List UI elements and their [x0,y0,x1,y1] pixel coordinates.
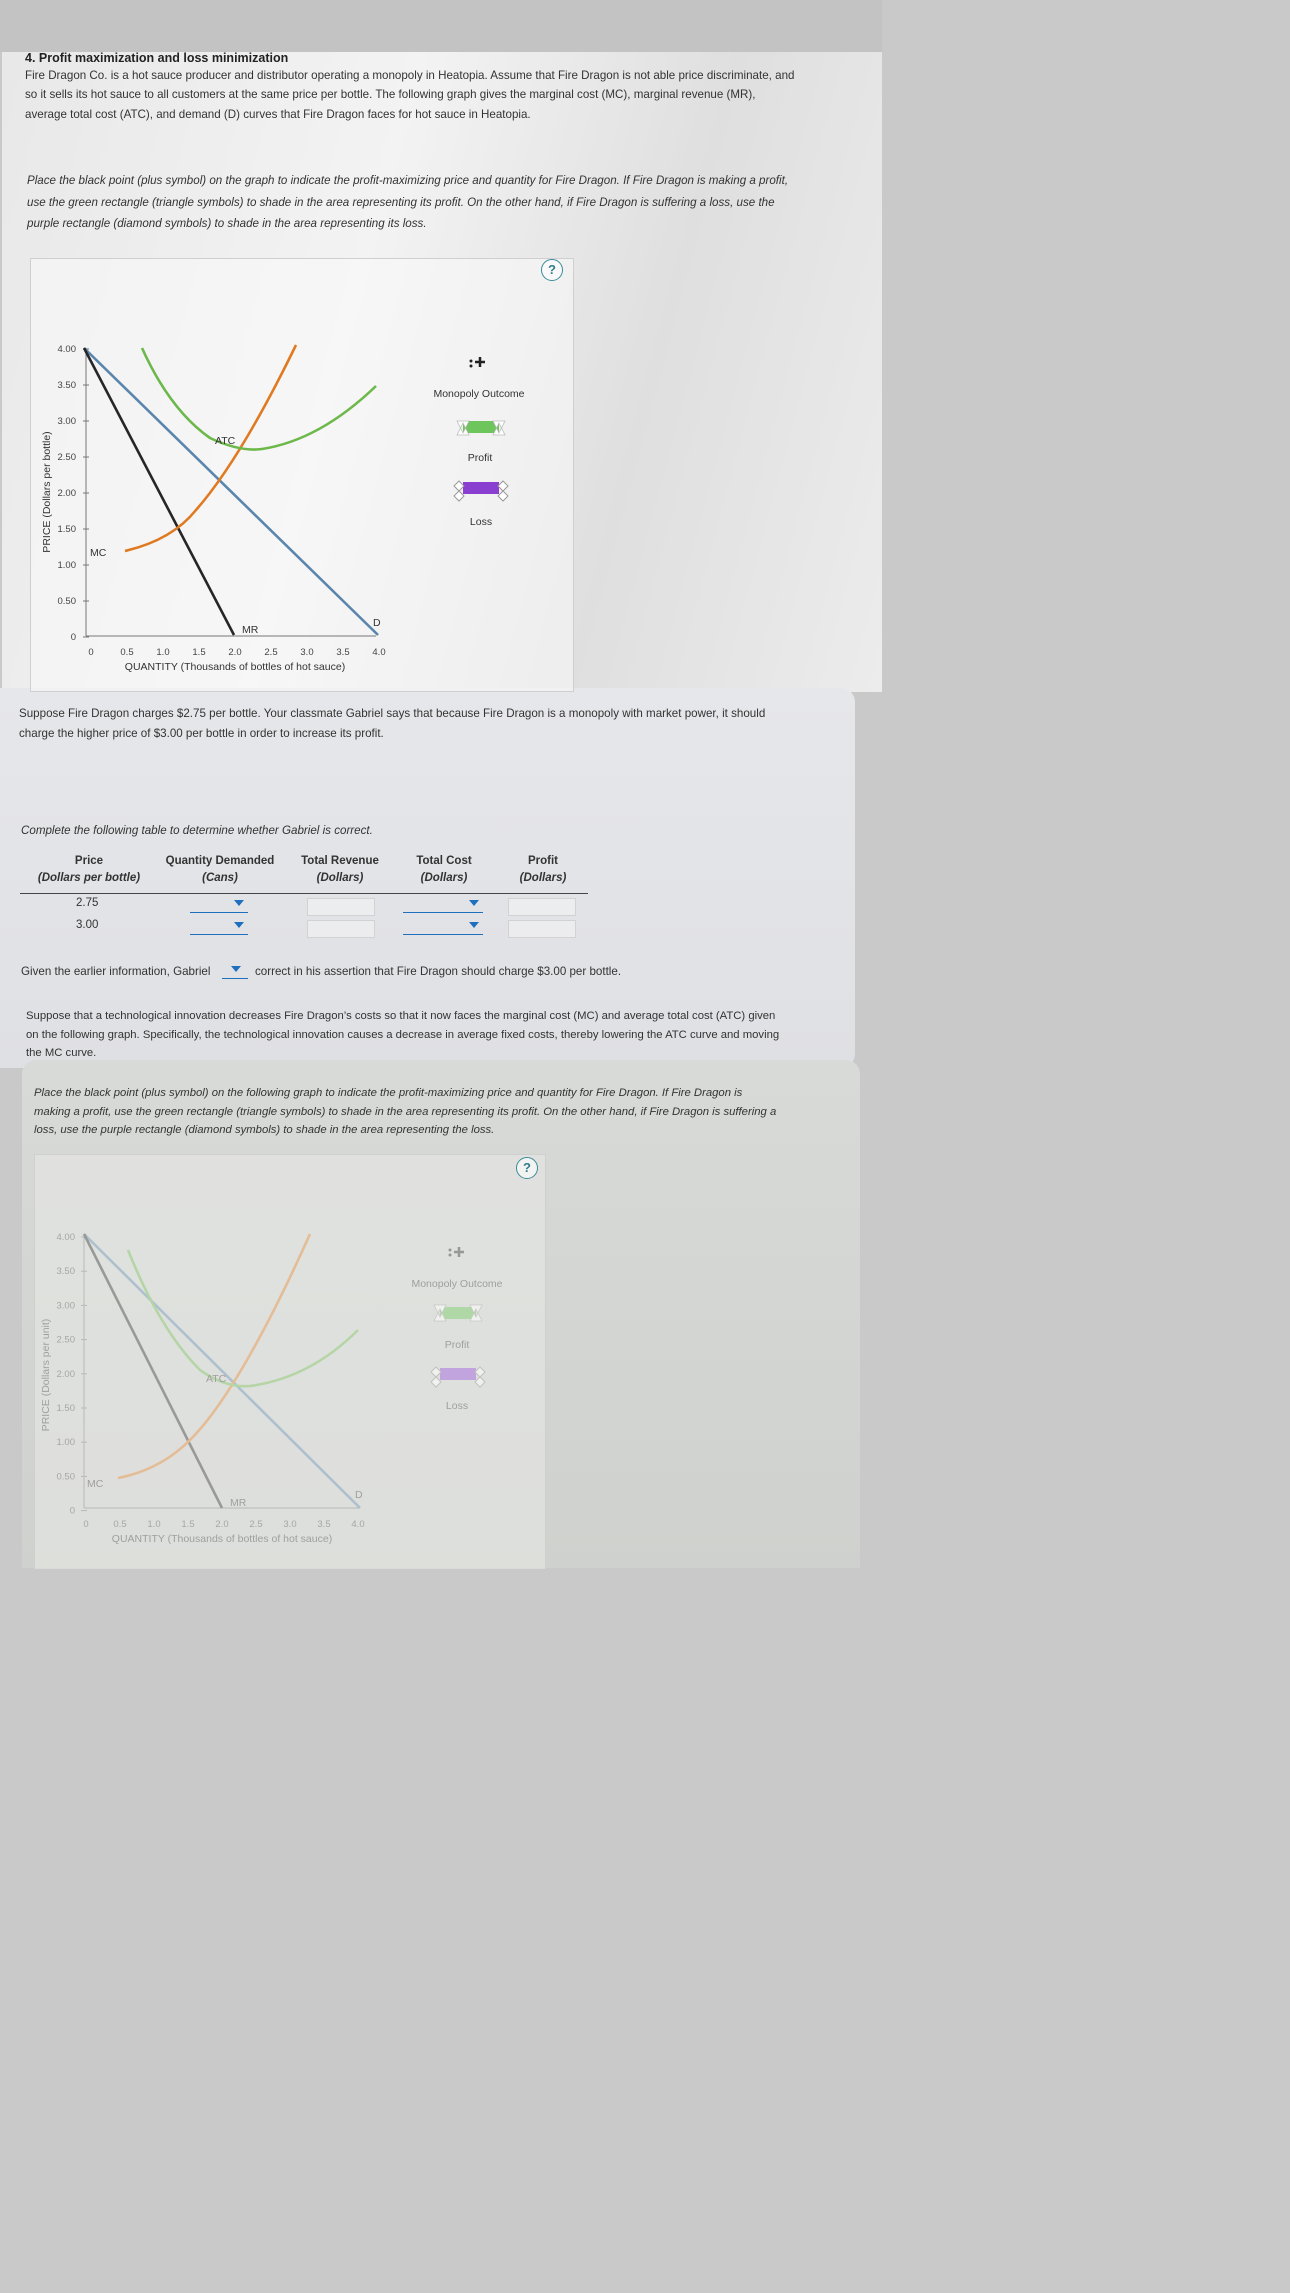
header-profit: Profit (Dollars) [519,855,567,884]
profit-label: Profit [467,452,493,464]
quantity-dropdown[interactable] [190,898,248,913]
y-tick-label: 2.00 [57,488,76,499]
gabriel-sentence-start: Given the earlier information, Gabriel [21,965,211,978]
innovation-text: Suppose that a technological innovation decreases Fire Dragon’s costs so that it now faces the marginal cost (MC) and average total cost (ATC) given on the following graph. Specifically, the technological innovation causes a decrease in average fixed costs, thereby lowering the ATC curve and moving the MC curve. [26,1010,780,1059]
instruction2-text: Place the black point (plus symbol) on the following graph to indicate the profit-maximizing price and quantity for Fire Dragon. If Fire Dragon is making a profit, use the green rectangle (triangle symbols) to shade in the area representing its profit. On the other hand, if Fire Dragon is suffering a loss, use the purple rectangle (diamond symbols) to shade in the area representing the loss. [34,1087,777,1136]
graph1-xlabel: QUANTITY (Thousands of bottles of hot sauce) [124,661,346,673]
loss-rectangle-tool[interactable] [454,481,508,501]
cost-dropdown[interactable] [403,898,483,913]
profit-input[interactable] [508,920,576,938]
graph1-d-label: D [373,617,381,629]
x-tick-label: 1.5 [192,647,206,658]
gabriel-dropdown[interactable] [222,964,248,979]
profit-rectangle-tool[interactable] [457,421,505,435]
x-tick-label: 0.5 [120,647,134,658]
y-tick-label: 1.00 [57,560,76,571]
price-cell: 2.75 [76,897,99,909]
x-tick-label: 4.0 [372,647,386,658]
graph1-y-ticks [58,344,90,643]
quantity-dropdown[interactable] [190,920,248,935]
graph1-atc-curve [142,348,376,450]
graph1-demand-curve [84,348,378,635]
profit-input[interactable] [508,898,576,916]
instruction-text: Place the black point (plus symbol) on the graph to indicate the profit-maximizing price and quantity for Fire Dragon. If Fire Dragon is making a profit, use the green rectangle (triangle symbols) to shade in the area representing its profit. On the other hand, if Fire Dragon is suffering a loss, use the purple rectangle (diamond symbols) to shade in the area representing its loss. [27,174,789,230]
revenue-input[interactable] [307,898,375,916]
graph1-atc-label: ATC [215,435,236,447]
graph1-ylabel: PRICE (Dollars per bottle) [41,431,53,553]
y-tick-label: 1.50 [57,524,76,535]
scenario-text: Suppose Fire Dragon charges $2.75 per bottle. Your classmate Gabriel says that because Fire Dragon is a monopoly with market power, it should charge the higher price of $3.00 per bottle in order to increase its profit. [19,707,766,740]
y-tick-label: 0.50 [57,596,76,607]
header-revenue: Total Revenue (Dollars) [301,855,379,884]
cost-dropdown[interactable] [403,920,483,935]
graph1-mc-label: MC [90,547,107,559]
x-tick-label: 2.5 [264,647,278,658]
header-quantity: Quantity Demanded (Cans) [165,855,275,884]
y-tick-label: 3.00 [57,416,76,427]
x-tick-label: 2.0 [228,647,242,658]
price-cell: 3.00 [76,919,99,931]
x-tick-label: 3.5 [336,647,350,658]
chevron-down-icon [234,900,244,906]
monopoly-outcome-tool[interactable] [470,357,486,368]
y-tick-label: 2.50 [57,452,76,463]
table-header-rule [20,893,588,894]
help-icon-2[interactable]: ? [516,1157,538,1179]
chevron-down-icon [231,966,241,972]
chevron-down-icon [469,900,479,906]
chevron-down-icon [469,922,479,928]
monopoly-outcome-label: Monopoly Outcome [433,388,525,400]
chevron-down-icon [234,922,244,928]
intro-text: Fire Dragon Co. is a hot sauce producer and distributor operating a monopoly in Heatopia. Assume that Fire Dragon is not able price discriminate, and so it sells its hot sauce to all customers at the same price per bottle. The following graph gives the marginal cost (MC), marginal revenue (MR), average total cost (ATC), and demand (D) curves that Fire Dragon faces for hot sauce in Heatopia. [25,69,795,121]
help-icon[interactable]: ? [541,259,563,281]
x-tick-label: 1.0 [156,647,170,658]
y-tick-label: 4.00 [57,344,76,355]
table-instruction: Complete the following table to determine whether Gabriel is correct. [21,824,373,837]
graph1-mr-label: MR [242,624,259,636]
y-tick-label: 3.50 [57,380,76,391]
header-price: Price (Dollars per bottle) [37,855,141,884]
header-cost: Total Cost (Dollars) [416,855,472,884]
gabriel-sentence-end: correct in his assertion that Fire Dragon should charge $3.00 per bottle. [255,965,622,978]
revenue-input[interactable] [307,920,375,938]
graph1-x-ticks [88,647,385,658]
problem-title: 4. Profit maximization and loss minimization [25,51,289,65]
y-tick-label: 0 [70,632,76,643]
x-tick-label: 0 [88,647,94,658]
loss-label: Loss [469,516,493,528]
x-tick-label: 3.0 [300,647,314,658]
graph2-box [34,1154,546,1569]
